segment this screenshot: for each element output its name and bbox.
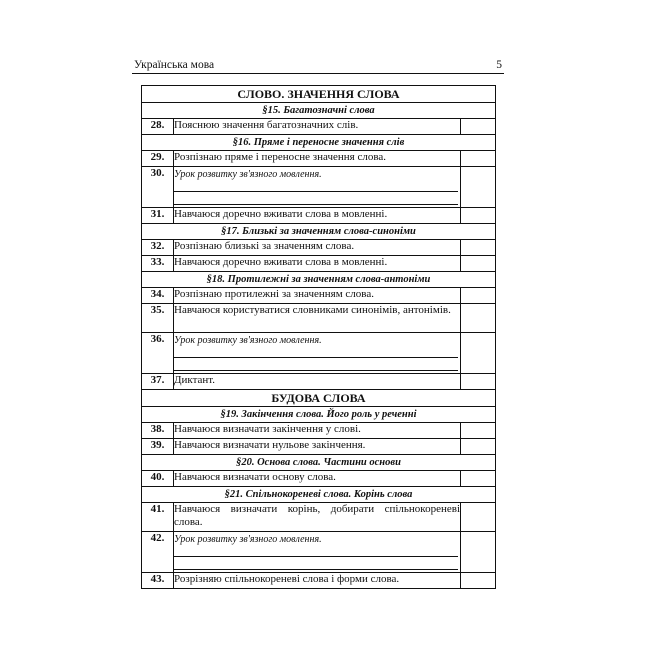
topic-title-row <box>142 407 496 423</box>
topic-title: §17. Близькі за значенням слова-синоніми <box>142 224 496 240</box>
lesson-text <box>174 167 461 208</box>
lesson-row <box>142 208 496 224</box>
lesson-row <box>142 374 496 390</box>
writing-line[interactable] <box>174 347 458 358</box>
lesson-text: Навчаюся визначати корінь, добирати спільнокореневі слова. <box>174 503 461 532</box>
lesson-text <box>174 333 461 374</box>
lesson-row <box>142 471 496 487</box>
writing-line[interactable] <box>174 546 458 557</box>
writing-line[interactable] <box>174 181 458 192</box>
lesson-plan-table <box>141 85 496 589</box>
section-title: БУДОВА СЛОВА <box>142 390 496 407</box>
lesson-number: 39. <box>142 439 174 455</box>
topic-title: §15. Багатозначні слова <box>142 103 496 119</box>
lesson-number: 37. <box>142 374 174 390</box>
mark-cell[interactable] <box>461 503 496 532</box>
lesson-row <box>142 503 496 532</box>
page-header <box>132 58 504 72</box>
topic-title-row <box>142 135 496 151</box>
mark-cell[interactable] <box>461 256 496 272</box>
lesson-text: Навчаюся визначати нульове закінчення. <box>174 439 461 455</box>
dev-lesson-label: Урок розвитку зв'язного мовлення. <box>174 335 322 346</box>
topic-title-row <box>142 455 496 471</box>
lesson-number: 33. <box>142 256 174 272</box>
writing-line[interactable] <box>174 192 458 205</box>
mark-cell[interactable] <box>461 119 496 135</box>
lesson-row <box>142 256 496 272</box>
lesson-text: Розпізнаю близькі за значенням слова. <box>174 240 461 256</box>
lesson-text: Навчаюся визначати основу слова. <box>174 471 461 487</box>
lesson-text: Розрізняю спільнокореневі слова і форми слова. <box>174 573 461 589</box>
mark-cell[interactable] <box>461 167 496 208</box>
lesson-row <box>142 288 496 304</box>
lesson-number: 34. <box>142 288 174 304</box>
lesson-row <box>142 240 496 256</box>
mark-cell[interactable] <box>461 333 496 374</box>
lesson-number: 40. <box>142 471 174 487</box>
lesson-number: 36. <box>142 333 174 374</box>
lesson-number: 32. <box>142 240 174 256</box>
lesson-number: 41. <box>142 503 174 532</box>
topic-title-row <box>142 272 496 288</box>
header-rule <box>132 73 504 74</box>
lesson-number: 29. <box>142 151 174 167</box>
topic-title: §16. Пряме і переносне значення слів <box>142 135 496 151</box>
lesson-text: Навчаюся доречно вживати слова в мовленні. <box>174 256 461 272</box>
section-title: СЛОВО. ЗНАЧЕННЯ СЛОВА <box>142 86 496 103</box>
mark-cell[interactable] <box>461 423 496 439</box>
lesson-text: Розпізнаю протилежні за значенням слова. <box>174 288 461 304</box>
lesson-text: Пояснюю значення багатозначних слів. <box>174 119 461 135</box>
lesson-text: Розпізнаю пряме і переносне значення слова. <box>174 151 461 167</box>
writing-line[interactable] <box>174 557 458 570</box>
lesson-number: 43. <box>142 573 174 589</box>
lesson-text: Диктант. <box>174 374 461 390</box>
lesson-row <box>142 304 496 333</box>
topic-title-row <box>142 487 496 503</box>
mark-cell[interactable] <box>461 288 496 304</box>
topic-title-row <box>142 103 496 119</box>
lesson-text <box>174 532 461 573</box>
writing-line[interactable] <box>174 358 458 371</box>
section-title-row <box>142 86 496 103</box>
mark-cell[interactable] <box>461 471 496 487</box>
mark-cell[interactable] <box>461 573 496 589</box>
lesson-row <box>142 532 496 573</box>
mark-cell[interactable] <box>461 439 496 455</box>
lesson-row <box>142 333 496 374</box>
dev-lesson-label: Урок розвитку зв'язного мовлення. <box>174 169 322 180</box>
mark-cell[interactable] <box>461 240 496 256</box>
lesson-number: 31. <box>142 208 174 224</box>
mark-cell[interactable] <box>461 208 496 224</box>
lesson-number: 30. <box>142 167 174 208</box>
lesson-row <box>142 573 496 589</box>
lesson-row <box>142 119 496 135</box>
page-number: 5 <box>496 59 502 71</box>
lesson-row <box>142 151 496 167</box>
lesson-row <box>142 167 496 208</box>
mark-cell[interactable] <box>461 532 496 573</box>
lesson-row <box>142 439 496 455</box>
lesson-number: 42. <box>142 532 174 573</box>
topic-title-row <box>142 224 496 240</box>
lesson-number: 28. <box>142 119 174 135</box>
topic-title: §20. Основа слова. Частини основи <box>142 455 496 471</box>
lesson-row <box>142 423 496 439</box>
topic-title: §19. Закінчення слова. Його роль у реченні <box>142 407 496 423</box>
section-title-row <box>142 390 496 407</box>
lesson-text: Навчаюся доречно вживати слова в мовленні. <box>174 208 461 224</box>
dev-lesson-label: Урок розвитку зв'язного мовлення. <box>174 534 322 545</box>
mark-cell[interactable] <box>461 151 496 167</box>
topic-title: §21. Спільнокореневі слова. Корінь слова <box>142 487 496 503</box>
subject-title: Українська мова <box>134 59 215 71</box>
lesson-number: 38. <box>142 423 174 439</box>
lesson-text: Навчаюся визначати закінчення у слові. <box>174 423 461 439</box>
mark-cell[interactable] <box>461 374 496 390</box>
lesson-text: Навчаюся користуватися словниками синонімів, антонімів. <box>174 304 461 333</box>
lesson-number: 35. <box>142 304 174 333</box>
mark-cell[interactable] <box>461 304 496 333</box>
topic-title: §18. Протилежні за значенням слова-антоніми <box>142 272 496 288</box>
